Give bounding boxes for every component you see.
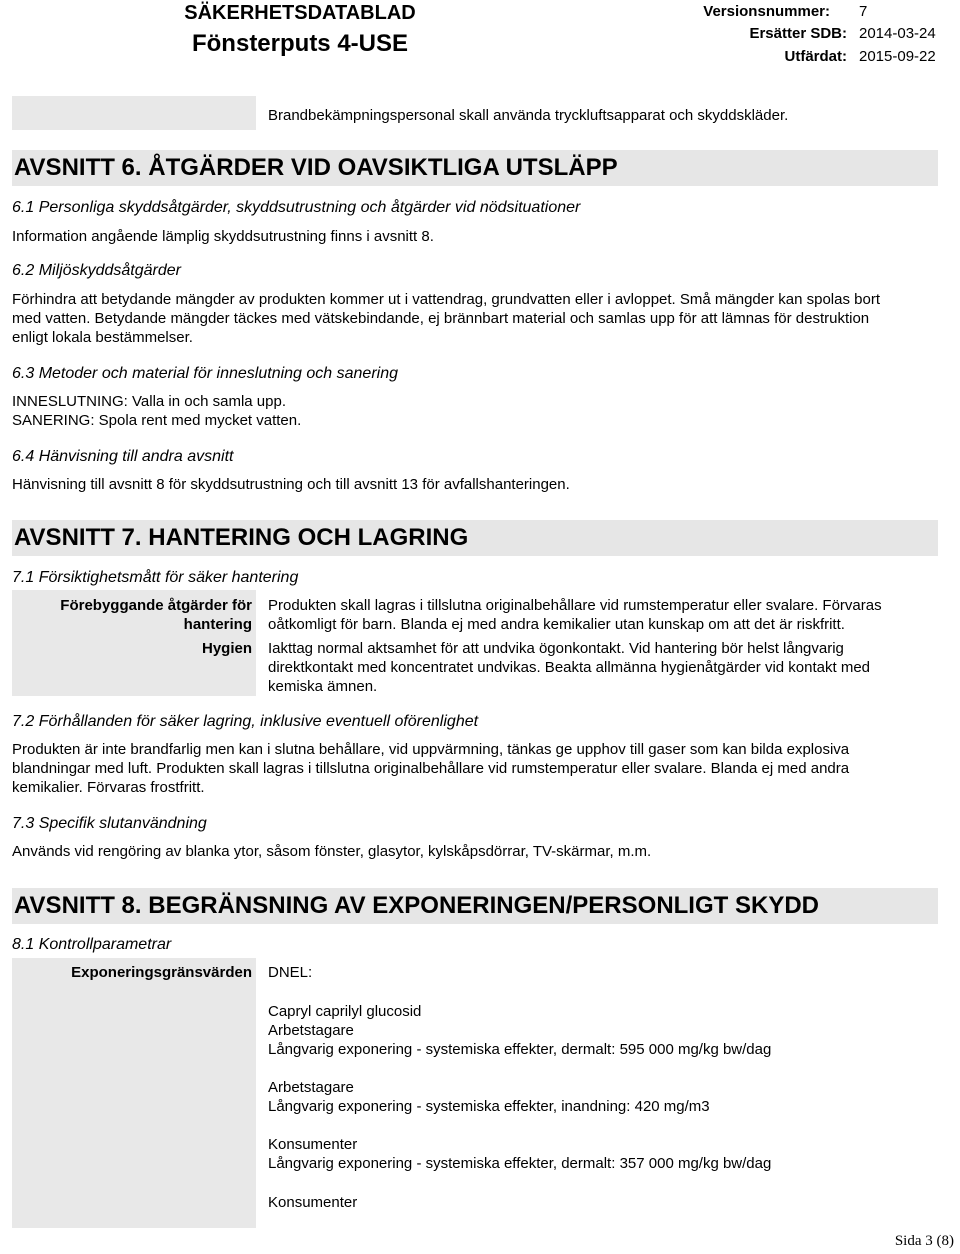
page-number: Sida 3 (8) [894, 1233, 954, 1249]
substance-name: Capryl caprilyl glucosid [268, 1003, 422, 1020]
dnel-label: DNEL: [268, 964, 313, 981]
row-label-hygiene: Hygien [201, 640, 252, 657]
row-text-hygiene-line2: direktkontakt med koncentratet undvikas. Beakta allmänna hygienåtgärder vid kontakt med [268, 659, 871, 676]
previous-text: Brandbekämpningspersonal skall använda tryckluftsapparat och skyddskläder. [268, 107, 789, 124]
version-value: 7 [859, 3, 868, 20]
section-6-title: AVSNITT 6. ÅTGÄRDER VID OAVSIKTLIGA UTSLÄPP [12, 150, 938, 186]
row-label-preventive-line2: hantering [183, 616, 252, 633]
replaces-value: 2014-03-24 [859, 25, 936, 42]
label-cell-prev [12, 96, 256, 130]
block1-who: Arbetstagare [268, 1022, 354, 1039]
text-6-3-line1: INNESLUTNING: Valla in och samla upp. [12, 393, 286, 410]
block2-what: Långvarig exponering - systemiska effekter, inandning: 420 mg/m3 [268, 1098, 710, 1115]
text-7-3: Används vid rengöring av blanka ytor, såsom fönster, glasytor, kylskåpsdörrar, TV-skärmar, m.m. [12, 843, 652, 860]
text-7-2-line1: Produkten är inte brandfarlig men kan i slutna behållare, vid uppvärmning, tänkas ge upphov till gaser som kan bilda explosiva [12, 741, 850, 758]
subsection-6-3: 6.3 Metoder och material för inneslutning och sanering [12, 365, 398, 382]
row-label-preventive-line1: Förebyggande åtgärder för [60, 597, 252, 614]
replaces-label: Ersätter SDB: [749, 25, 847, 42]
row-label-exposure-limits: Exponeringsgränsvärden [71, 964, 252, 981]
product-name: Fönsterputs 4-USE [191, 30, 409, 57]
version-label: Versionsnummer: [703, 3, 830, 20]
subsection-6-4: 6.4 Hänvisning till andra avsnitt [12, 448, 234, 465]
text-6-1: Information angående lämplig skyddsutrustning finns i avsnitt 8. [12, 228, 434, 245]
block3-who: Konsumenter [268, 1136, 358, 1153]
section-8-title: AVSNITT 8. BEGRÄNSNING AV EXPONERINGEN/PERSONLIGT SKYDD [12, 888, 938, 924]
text-6-4: Hänvisning till avsnitt 8 för skyddsutrustning och till avsnitt 13 för avfallshanteringen. [12, 476, 570, 493]
label-cell-8-1 [12, 958, 256, 1228]
row-text-hygiene-line1: Iakttag normal aktsamhet för att undvika ögonkontakt. Vid hantering bör helst långvarig [268, 640, 844, 657]
subsection-6-2: 6.2 Miljöskyddsåtgärder [12, 262, 181, 279]
page-header [0, 0, 960, 70]
subsection-7-3: 7.3 Specifik slutanvändning [12, 815, 207, 832]
document-title: SÄKERHETSDATABLAD [184, 2, 416, 24]
block2-who: Arbetstagare [268, 1079, 354, 1096]
subsection-7-1: 7.1 Försiktighetsmått för säker hantering [12, 569, 299, 586]
issued-label: Utfärdat: [784, 48, 847, 65]
text-7-2-line3: kemikalier. Förvaras frostfritt. [12, 779, 205, 796]
row-text-preventive-line1: Produkten skall lagras i tillslutna originalbehållare vid rumstemperatur eller svalare. Förvaras [268, 597, 882, 614]
text-6-3-line2: SANERING: Spola rent med mycket vatten. [12, 412, 302, 429]
text-6-2-line2: med vatten. Betydande mängder täckes med vätskebindande, ej brännbart material och samlas upp för att lämnas för destruktion [12, 310, 870, 327]
issued-value: 2015-09-22 [859, 48, 936, 65]
section-7-title: AVSNITT 7. HANTERING OCH LAGRING [12, 520, 938, 556]
text-6-2-line1: Förhindra att betydande mängder av produkten kommer ut i vattendrag, grundvatten eller i avloppet. Små mängder kan spolas bort [12, 291, 880, 308]
text-6-2-line3: enligt lokala bestämmelser. [12, 329, 193, 346]
text-7-2-line2: blandningar med luft. Produkten skall lagras i tillslutna originalbehållare vid rumstemperatur eller svalare. Blanda ej med andra [12, 760, 850, 777]
subsection-8-1: 8.1 Kontrollparametrar [12, 936, 172, 953]
block1-what: Långvarig exponering - systemiska effekter, dermalt: 595 000 mg/kg bw/dag [268, 1041, 772, 1058]
subsection-6-1: 6.1 Personliga skyddsåtgärder, skyddsutrustning och åtgärder vid nödsituationer [12, 199, 581, 216]
row-text-preventive-line2: oåtkomligt för barn. Blanda ej med andra kemikalier utan kunskap om att det är riskfritt. [268, 616, 845, 633]
block4-who: Konsumenter [268, 1194, 358, 1211]
row-text-hygiene-line3: kemiska ämnen. [268, 678, 378, 695]
subsection-7-2: 7.2 Förhållanden för säker lagring, inklusive eventuell oförenlighet [12, 713, 479, 730]
block3-what: Långvarig exponering - systemiska effekter, dermalt: 357 000 mg/kg bw/dag [268, 1155, 772, 1172]
